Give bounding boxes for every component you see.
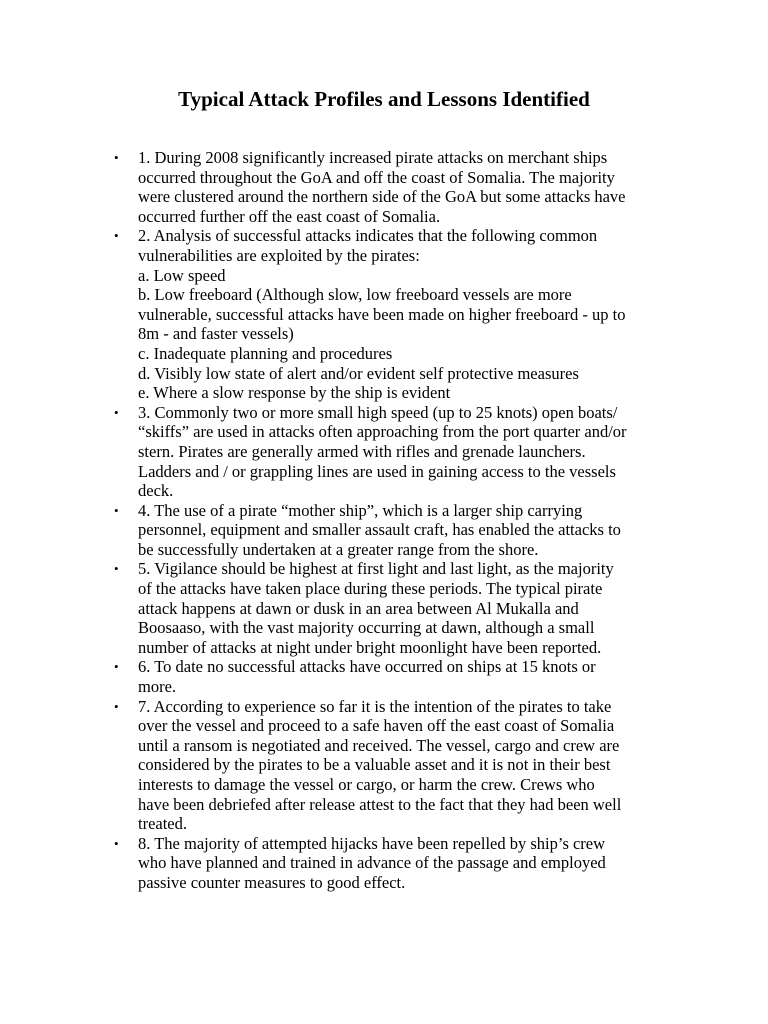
list-item-text-line: vulnerable, successful attacks have been made on higher freeboard - up to [138, 304, 626, 324]
bullet-icon: • [114, 502, 119, 518]
list-item [114, 226, 674, 402]
list-item-text-line: until a ransom is negotiated and received. The vessel, cargo and crew are [138, 735, 620, 755]
list-item-text-line: vulnerabilities are exploited by the pirates: [138, 245, 420, 265]
list-item-text-line: occurred throughout the GoA and off the coast of Somalia. The majority [138, 167, 615, 187]
bullet-icon: • [114, 835, 119, 851]
list-item-text-line: be successfully undertaken at a greater range from the shore. [138, 539, 539, 559]
list-item-text-line: 5. Vigilance should be highest at first light and last light, as the majority [138, 559, 614, 579]
list-item-text-line: e. Where a slow response by the ship is evident [138, 383, 451, 403]
list-item-text-line: occurred further off the east coast of Somalia. [138, 206, 441, 226]
list-item-text-line: Boosaaso, with the vast majority occurring at dawn, although a small [138, 618, 595, 638]
list-item-text-line: interests to damage the vessel or cargo, or harm the crew. Crews who [138, 775, 595, 794]
list-item-text-line: attack happens at dawn or dusk in an area between Al Mukalla and [138, 598, 579, 618]
list-item-text-line: passive counter measures to good effect. [138, 872, 406, 892]
list-item-text-line: b. Low freeboard (Although slow, low freeboard vessels are more [138, 285, 572, 305]
list-item [114, 559, 674, 657]
bullet-icon: • [114, 228, 119, 244]
list-item-text-line: 3. Commonly two or more small high speed (up to 25 knots) open boats/ [138, 402, 618, 422]
page-title: Typical Attack Profiles and Lessons Identified [178, 87, 590, 111]
list-item-text-line: treated. [138, 814, 188, 834]
list-item-text-line: personnel, equipment and smaller assault craft, has enabled the attacks to [138, 520, 621, 540]
list-item-text-line: 2. Analysis of successful attacks indicates that the following common [138, 226, 598, 246]
bullet-icon: • [114, 698, 119, 714]
bullet-icon: • [114, 659, 119, 675]
list-item-text-line: “skiffs” are used in attacks often approaching from the port quarter and/or [138, 422, 627, 442]
list-item-text-line: a. Low speed [138, 265, 226, 285]
list-item-text-line: more. [138, 677, 177, 697]
bullet-icon: • [114, 561, 119, 577]
list-item-text-line: deck. [138, 481, 174, 501]
list-item [114, 403, 674, 501]
list-item-text-line: number of attacks at night under bright moonlight have been reported. [138, 637, 602, 657]
list-item-text-line: 8m - and faster vessels) [138, 324, 294, 344]
list-item-text-line: who have planned and trained in advance of the passage and employed [138, 853, 606, 873]
bullet-list [114, 148, 674, 893]
list-item [114, 834, 674, 893]
list-item-text-line: 4. The use of a pirate “mother ship”, which is a larger ship carrying [138, 500, 583, 520]
bullet-icon: • [114, 150, 119, 165]
list-item-text-line: 6. To date no successful attacks have occurred on ships at 15 knots or [138, 657, 596, 677]
list-item-text-line: over the vessel and proceed to a safe haven off the east coast of Somalia [138, 716, 615, 736]
list-item [114, 501, 674, 560]
list-item-text-line: Ladders and / or grappling lines are used in gaining access to the vessels [138, 461, 616, 481]
list-item-text-line: considered by the pirates to be a valuable asset and it is not in their best [138, 755, 611, 775]
list-item-text-line: have been debriefed after release attest to the fact that they had been well [138, 794, 622, 814]
list-item-text-line: 7. According to experience so far it is the intention of the pirates to take [138, 696, 612, 716]
list-item-text-line: 8. The majority of attempted hijacks have been repelled by ship’s crew [138, 833, 606, 853]
bullet-icon: • [114, 404, 119, 420]
list-item-text-line: 1. During 2008 significantly increased pirate attacks on merchant ships [138, 148, 608, 167]
list-item-text-line: of the attacks have taken place during these periods. The typical pirate [138, 579, 603, 599]
list-item-text-line: stern. Pirates are generally armed with rifles and grenade launchers. [138, 441, 586, 461]
list-item [114, 148, 674, 226]
list-item-text-line: d. Visibly low state of alert and/or evident self protective measures [138, 363, 579, 383]
list-item [114, 657, 674, 696]
list-item [114, 697, 674, 834]
list-item-text-line: c. Inadequate planning and procedures [138, 343, 393, 363]
list-item-text-line: were clustered around the northern side of the GoA but some attacks have [138, 187, 626, 207]
